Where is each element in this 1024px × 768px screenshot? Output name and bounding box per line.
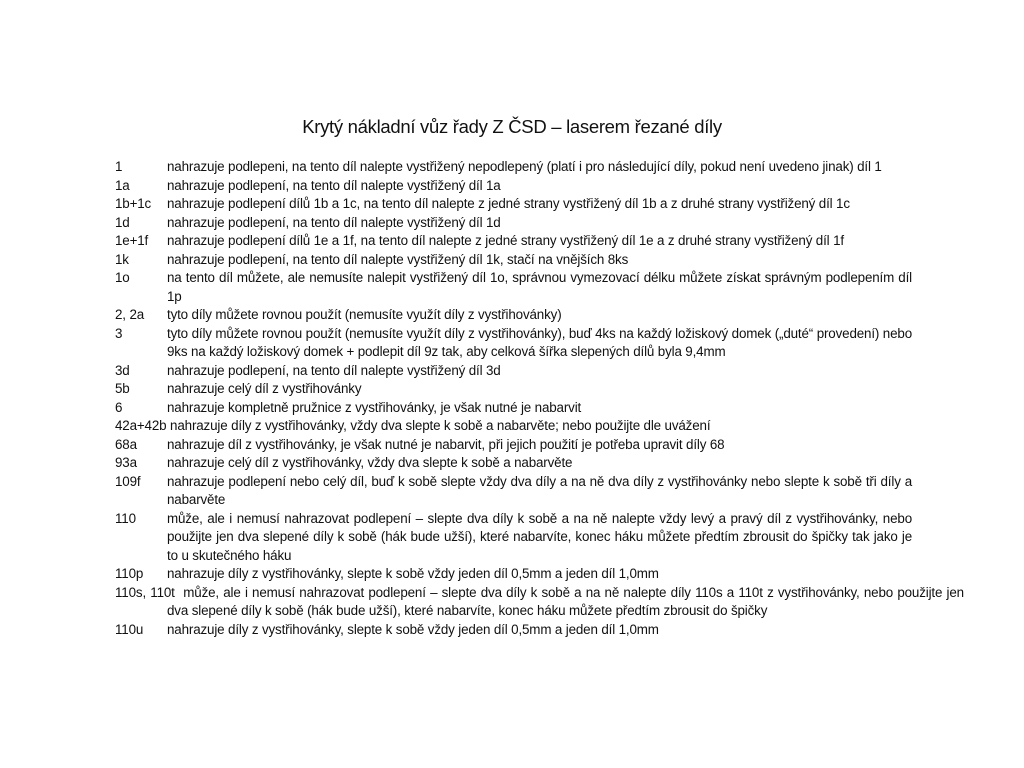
part-number: 2, 2a	[115, 307, 145, 322]
part-description: nahrazuje podlepení, na tento díl nalepte vystřižený díl 1a	[167, 177, 501, 193]
part-description: může, ale i nemusí nahrazovat podlepení – slepte dva díly k sobě a na ně nalepte díly 110s a 110t z vystřihovánky, nebo použijte jen dva slepené díly k sobě (hák bude užší), které nabarvíte, konec háku můžete předtím zbrousit do špičky	[167, 584, 964, 618]
part-number: 110p	[115, 566, 144, 581]
list-item	[115, 325, 915, 362]
list-item	[115, 158, 915, 177]
part-number: 110s, 110t	[115, 584, 175, 600]
part-number: 110	[115, 510, 136, 526]
part-description: nahrazuje celý díl z vystřihovánky, vždy dva slepte k sobě a nabarvěte	[167, 455, 573, 470]
parts-list	[115, 158, 964, 639]
part-description: na tento díl můžete, ale nemusíte nalepit vystřižený díl 1o, správnou vymezovací délku můžete získat správným podlepením díl 1p	[167, 270, 912, 304]
part-description: tyto díly můžete rovnou použít (nemusíte využít díly z vystřihovánky), buď 4ks na každý ložiskový domek („duté“ provedení) nebo 9ks na každý ložiskový domek + podlepit díl 9z tak, aby celková šířka slepených dílů byla 9,4mm	[167, 325, 912, 359]
part-description: nahrazuje díl z vystřihovánky, je však nutné je nabarvit, při jejich použití je potřeba upravit díly 68	[167, 436, 725, 452]
part-number: 1	[115, 159, 123, 174]
list-item	[115, 510, 915, 566]
part-number: 5b	[115, 381, 130, 396]
part-description: nahrazuje díly z vystřihovánky, slepte k sobě vždy jeden díl 0,5mm a jeden díl 1,0mm	[167, 566, 659, 581]
part-number: 3d	[115, 362, 130, 378]
part-number: 93a	[115, 455, 137, 470]
part-number: 109f	[115, 473, 141, 489]
part-description: nahrazuje podlepení, na tento díl nalepte vystřižený díl 3d	[167, 362, 501, 378]
part-number: 3	[115, 325, 123, 341]
list-item	[115, 417, 915, 436]
list-item	[115, 195, 915, 214]
part-description: nahrazuje podlepení nebo celý díl, buď k sobě slepte vždy dva díly a na ně dva díly z vystřihovánky nebo slepte k sobě tři díly a nabarvěte	[167, 473, 912, 507]
list-item	[115, 214, 915, 233]
part-number: 1b+1c	[115, 196, 152, 211]
part-number: 1k	[115, 251, 129, 267]
part-description: nahrazuje podlepení dílů 1b a 1c, na tento díl nalepte z jedné strany vystřižený díl 1b a z druhé strany vystřižený díl 1c	[167, 196, 850, 211]
part-number: 1o	[115, 270, 130, 285]
part-number: 1a	[115, 177, 130, 193]
part-number: 1e+1f	[115, 233, 149, 248]
part-description: nahrazuje podlepení, na tento díl nalepte vystřižený díl 1d	[167, 214, 501, 230]
part-description: nahrazuje podlepení dílů 1e a 1f, na tento díl nalepte z jedné strany vystřižený díl 1e a z druhé strany vystřižený díl 1f	[167, 233, 844, 248]
list-item	[115, 362, 915, 381]
part-description: nahrazuje podlepení, na tento díl nalepte vystřižený díl 1k, stačí na vnějších 8ks	[167, 251, 629, 267]
list-item	[115, 565, 915, 584]
part-description: nahrazuje podlepeni, na tento díl nalepte vystřižený nepodlepený (platí i pro následující díly, pokud není uvedeno jinak) díl 1	[167, 159, 882, 174]
part-number: 1d	[115, 214, 130, 230]
part-number: 6	[115, 399, 123, 415]
list-item	[115, 380, 915, 399]
list-item	[115, 251, 915, 270]
list-item	[115, 177, 915, 196]
list-item	[115, 473, 915, 510]
part-description: může, ale i nemusí nahrazovat podlepení – slepte dva díly k sobě a na ně nalepte vždy levý a pravý díl z vystřihovánky, nebo použijte jen dva slepené díly k sobě (hák bude užší), které nabarvíte, konec háku můžete předtím zbrousit do špičky tak jako je to u skutečného háku	[167, 510, 912, 563]
page-title: Krytý nákladní vůz řady Z ČSD – laserem řezané díly	[302, 116, 722, 137]
list-item	[115, 306, 915, 325]
part-number: 42a+42b	[115, 418, 167, 433]
part-description: nahrazuje kompletně pružnice z vystřihovánky, je však nutné je nabarvit	[167, 399, 582, 415]
list-item	[115, 436, 915, 455]
part-description: tyto díly můžete rovnou použít (nemusíte využít díly z vystřihovánky)	[167, 307, 562, 322]
part-description: nahrazuje díly z vystřihovánky, slepte k sobě vždy jeden díl 0,5mm a jeden díl 1,0mm	[167, 621, 659, 637]
list-item	[115, 621, 915, 640]
list-item	[115, 584, 964, 621]
list-item	[115, 232, 915, 251]
part-number: 68a	[115, 436, 137, 452]
list-item	[115, 399, 915, 418]
part-number: 110u	[115, 621, 144, 637]
list-item	[115, 269, 915, 306]
list-item	[115, 454, 915, 473]
part-description: nahrazuje celý díl z vystřihovánky	[167, 381, 362, 396]
part-description: nahrazuje díly z vystřihovánky, vždy dva slepte k sobě a nabarvěte; nebo použijte dle uvážení	[170, 418, 711, 433]
